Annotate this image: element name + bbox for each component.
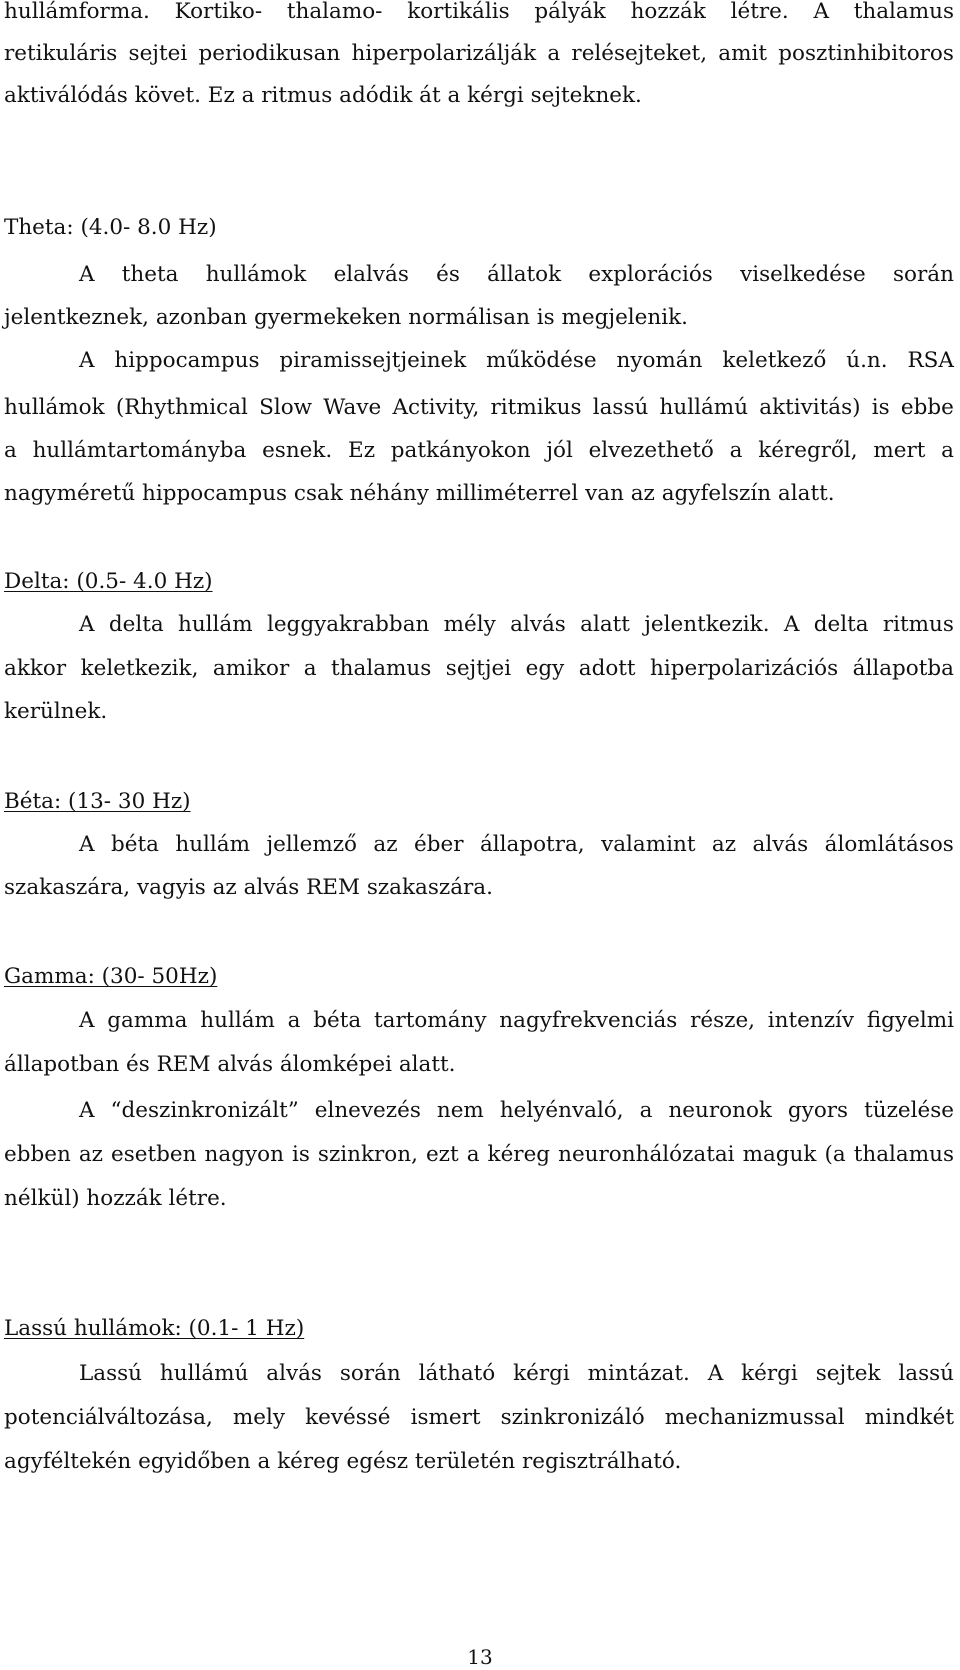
text-line: A delta hullám leggyakrabban mély alvás alatt jelentkezik. A delta ritmus — [79, 612, 954, 637]
text-line: kerülnek. — [4, 699, 108, 724]
text-line: ebben az esetben nagyon is szinkron, ezt a kéreg neuronhálózatai maguk (a thalamus — [4, 1142, 954, 1167]
text-line: potenciálváltozása, mely kevéssé ismert szinkronizáló mechanizmussal mindkét — [4, 1405, 954, 1430]
text-line: aktiválódás követ. Ez a ritmus adódik át a kérgi sejteknek. — [4, 83, 642, 108]
text-line: retikuláris sejtei periodikusan hiperpolarizálják a relésejteket, amit posztinhibitoros — [4, 41, 954, 66]
text-line: A hippocampus piramissejtjeinek működése nyomán keletkező ú.n. RSA — [79, 348, 954, 373]
text-line: agyféltekén egyidőben a kéreg egész területén regisztrálható. — [4, 1449, 682, 1474]
text-line: A gamma hullám a béta tartomány nagyfrekvenciás része, intenzív figyelmi — [79, 1008, 954, 1033]
text-line: Lassú hullámú alvás során látható kérgi mintázat. A kérgi sejtek lassú — [79, 1361, 954, 1386]
text-line: akkor keletkezik, amikor a thalamus sejtjei egy adott hiperpolarizációs állapotba — [4, 656, 954, 681]
text-line: A “deszinkronizált” elnevezés nem helyénvaló, a neuronok gyors tüzelése — [79, 1098, 954, 1123]
section-heading-slow-waves: Lassú hullámok: (0.1- 1 Hz) — [4, 1316, 305, 1341]
text-line: nagyméretű hippocampus csak néhány milliméterrel van az agyfelszín alatt. — [4, 481, 835, 506]
text-line: jelentkeznek, azonban gyermekeken normálisan is megjelenik. — [4, 305, 688, 330]
text-line: nélkül) hozzák létre. — [4, 1186, 227, 1211]
page-number: 13 — [467, 1645, 493, 1669]
text-line: a hullámtartományba esnek. Ez patkányokon jól elvezethető a kéregről, mert a — [4, 438, 954, 463]
text-line: hullámok (Rhythmical Slow Wave Activity, ritmikus lassú hullámú aktivitás) is ebbe — [4, 395, 954, 420]
section-heading-delta: Delta: (0.5- 4.0 Hz) — [4, 569, 213, 594]
text-line: A theta hullámok elalvás és állatok explorációs viselkedése során — [79, 262, 954, 287]
text-line: szakaszára, vagyis az alvás REM szakaszára. — [4, 875, 493, 900]
text-line: A béta hullám jellemző az éber állapotra, valamint az alvás álomlátásos — [79, 832, 954, 857]
section-heading-theta: Theta: (4.0- 8.0 Hz) — [4, 215, 217, 240]
section-heading-beta: Béta: (13- 30 Hz) — [4, 789, 191, 814]
text-line: állapotban és REM alvás álomképei alatt. — [4, 1052, 456, 1077]
section-heading-gamma: Gamma: (30- 50Hz) — [4, 964, 218, 989]
text-line: hullámforma. Kortiko- thalamo- kortikális pályák hozzák létre. A thalamus — [4, 0, 954, 24]
